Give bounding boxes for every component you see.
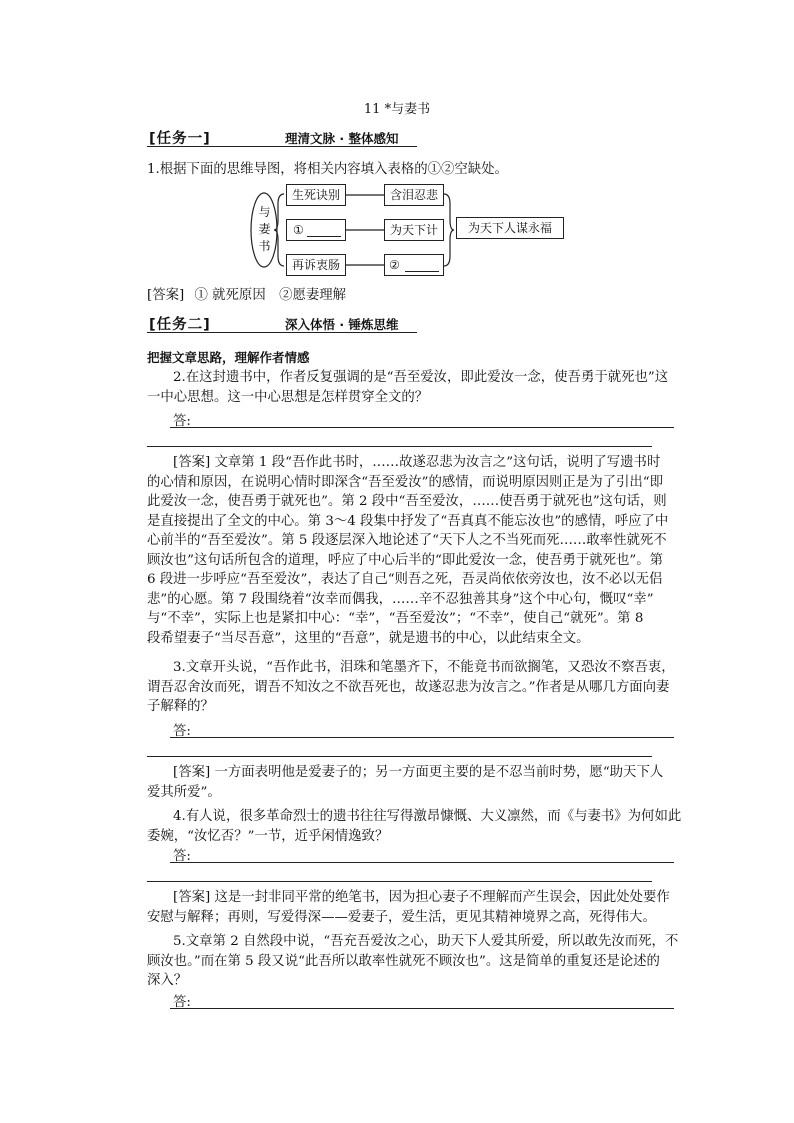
- map-right: 为天下人谋永福: [456, 217, 564, 239]
- answer-2-line: 文章第 1 段“吾作此书时，……故遂忍悲为汝言之”这句话，说明了写遗书时: [214, 455, 661, 470]
- mind-map: [250, 180, 570, 280]
- right-brace: [444, 194, 454, 266]
- map-left-2-label: ①: [293, 223, 304, 237]
- task1-subtitle: 理清文脉 · 整体感知: [285, 131, 399, 146]
- answer-3-line: 爱其所爱”。: [147, 784, 221, 800]
- map-left-3: 再诉衷肠: [286, 254, 346, 276]
- answer-1-text: ① 就死原因 ②愿妻理解: [194, 288, 347, 303]
- answer-line-2a[interactable]: [170, 427, 674, 428]
- answer-prompt-5: 答:: [173, 995, 191, 1010]
- answer-2: [147, 453, 687, 648]
- question-4: [147, 807, 687, 846]
- answer-line-3a[interactable]: [170, 737, 674, 738]
- answer-line-5a[interactable]: [170, 1008, 674, 1009]
- answer-2-line: 6 段进一步呼应“吾至爱汝”，表达了自己“则吾之死，吾灵尚依依旁汝也，汝不必以无侣: [147, 572, 663, 587]
- answer-line-2b[interactable]: [147, 446, 652, 447]
- question-2-line: 一中心思想。这一中心思想是怎样贯穿全文的？: [147, 389, 429, 405]
- answer-3-line: 一方面表明他是爱妻子的；另一方面更主要的是不忍当前时势，愿“助天下人: [214, 765, 664, 780]
- answer-2-line: 的心情和原因，在说明心情时即深含“吾至爱汝”的感情，而说明原因则正是为了引出“即: [147, 474, 663, 490]
- question-1: 1.根据下面的思维导图，将相关内容填入表格的①②空缺处。: [147, 162, 508, 177]
- answer-2-line: 顾汝也”这句话所包含的道理，呼应了中心后半的“即此爱汝一念，使吾勇于就死也”。第: [147, 552, 663, 568]
- task2-label: [任务二]: [149, 317, 211, 333]
- answer-3-first-line: [147, 763, 687, 783]
- answer-prompt-2: 答:: [173, 414, 191, 429]
- map-left-2: [286, 219, 346, 241]
- map-mid-3-label: ②: [389, 258, 400, 272]
- question-3: [147, 658, 687, 717]
- answer-2-line: 与“不幸”，实际上也是紧扣中心：“幸”，“吾至爱汝”；“不幸”，使自己“就死”。第 8: [147, 611, 644, 626]
- map-mid-1: 含泪忍悲: [384, 184, 444, 206]
- task1-header: [147, 128, 417, 147]
- question-5-line: 顾汝也。”而在第 5 段又说“此吾所以敢率性就死不顾汝也”。这是简单的重复还是论述的: [147, 953, 660, 969]
- blank-line-1: [307, 236, 341, 237]
- question-4-line: 4.有人说，很多革命烈士的遗书往往写得激昂慷慨、大义凛然，而《与妻书》为何如此: [173, 809, 682, 824]
- task1-label: [任务一]: [149, 131, 211, 147]
- answer-2-line: 心前半的“吾至爱汝”。第 5 段逐层深入地论述了“天下人之不当死而死……敢率性就死不: [147, 533, 667, 548]
- question-5-line: 5.文章第 2 自然段中说，“吾充吾爱汝之心，助天下人爱其所爱，所以敢先汝而死，不: [173, 934, 679, 949]
- answer-3: [147, 763, 687, 802]
- answer-3-tag: [答案]: [173, 765, 211, 780]
- answer-2-line: 此爱汝一念，使吾勇于就死也”。第 2 段中“吾至爱汝，……使吾勇于就死也”这句话，则: [147, 494, 667, 509]
- question-4-line: 委婉，“汝忆否？”一节，近乎闲情逸致？: [147, 828, 389, 844]
- mind-map-root: 与 妻 书: [258, 205, 271, 253]
- answer-line-4b[interactable]: [147, 881, 652, 882]
- answer-4-first-line: [147, 888, 687, 908]
- answer-1: [147, 286, 346, 306]
- answer-2-line: 是直接提出了全文的中心。第 3～4 段集中抒发了“吾真真不能忘汝也”的感情，呼应了中: [147, 513, 669, 529]
- answer-2-first-line: [147, 453, 687, 473]
- answer-4-line: 安慰与解释；再则，写爱得深——爱妻子，爱生活，更见其精神境界之高，死得伟大。: [147, 909, 656, 925]
- answer-prompt-3: 答:: [173, 724, 191, 739]
- question-3-line: 3.文章开头说，“吾作此书，泪珠和笔墨齐下，不能竟书而欲搁笔，又恐汝不察吾衷，: [173, 660, 675, 675]
- answer-4-line: 这是一封非同平常的绝笔书，因为担心妻子不理解而产生误会，因此处处要作: [214, 890, 670, 905]
- map-mid-2: 为天下计: [384, 219, 444, 241]
- answer-2-line: 段希望妻子“当尽吾意”，这里的“吾意”，就是遗书的中心，以此结束全文。: [147, 630, 590, 646]
- question-5: [147, 932, 687, 991]
- answer-2-tag: [答案]: [173, 455, 211, 470]
- answer-line-3b[interactable]: [147, 756, 652, 757]
- answer-1-tag: [答案]: [147, 288, 185, 303]
- question-2-line: 2.在这封遗书中，作者反复强调的是“吾至爱汝，即此爱汝一念，使吾勇于就死也”这: [173, 370, 669, 385]
- answer-4: [147, 888, 687, 927]
- blank-line-2: [405, 271, 439, 272]
- left-brace: [274, 194, 284, 266]
- question-3-line: 谓吾忍舍汝而死，谓吾不知汝之不欲吾死也，故遂忍悲为汝言之。”作者是从哪几方面向妻: [147, 679, 670, 695]
- task2-header: [147, 314, 417, 333]
- document-title: 11 *与妻书: [363, 102, 431, 117]
- answer-line-4a[interactable]: [170, 862, 674, 863]
- question-3-line: 子解释的？: [147, 699, 214, 714]
- map-mid-3: [384, 254, 444, 276]
- task2-subtitle: 深入体悟 · 锤炼思维: [285, 317, 399, 332]
- guide-text: 把握文章思路，理解作者情感: [147, 350, 310, 365]
- question-2: [147, 368, 687, 407]
- answer-prompt-4: 答:: [173, 849, 191, 864]
- answer-2-line: 悲”的心愿。第 7 段围绕着“汝幸而偶我，……辛不忍独善其身”这个中心句，慨叹“幸”: [147, 591, 654, 607]
- answer-4-tag: [答案]: [173, 890, 211, 905]
- question-5-line: 深入？: [147, 973, 188, 988]
- map-left-1: 生死诀别: [286, 184, 346, 206]
